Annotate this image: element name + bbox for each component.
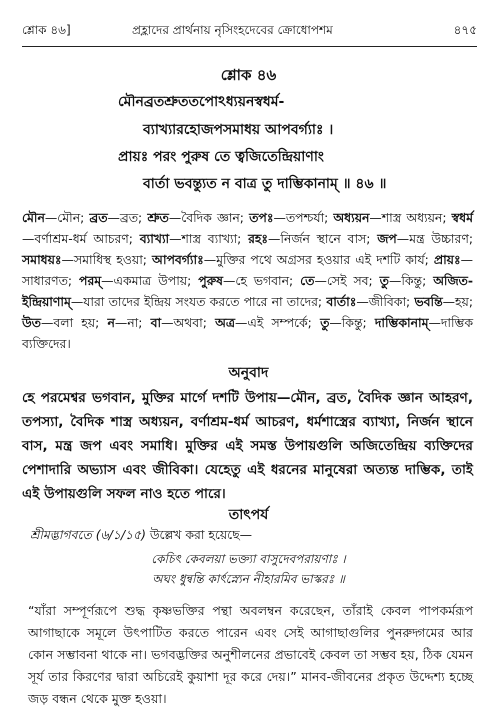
synonym-meaning: মুক্তির পথে অগ্রসর হওয়ার এই দশটি কার্য; bbox=[216, 252, 434, 267]
translation-heading: অনুবাদ bbox=[228, 365, 269, 381]
verse-title: শ্লোক ৪৬ bbox=[220, 66, 277, 84]
verse-line: প্রায়ঃ পরং পুরুষ তে ত্বজিতেন্দ্রিয়াণাং bbox=[118, 149, 324, 165]
verse-line: বার্তা ভবন্ত্যুত ন বাত্র তু দাম্ভিকানাম্ ॥ ৪৬ ॥ bbox=[143, 176, 387, 192]
synonym-meaning: সাধারণত; bbox=[22, 273, 80, 288]
quoted-verse-line: অঘং ধুন্বন্তি কার্ৎস্ন্যেন নীহারমিব ভাস্করঃ ॥ bbox=[152, 572, 345, 586]
synonym-word: উত bbox=[22, 315, 41, 330]
purport-intro-text: উল্লেখ করা হয়েছে— bbox=[145, 527, 253, 542]
synonym-meaning: সমাধিস্থ হওয়া; bbox=[73, 252, 152, 267]
synonym-word: ভবন্তি bbox=[414, 294, 443, 309]
synonym-word: ব্যাখ্যা bbox=[139, 231, 170, 246]
purport-paragraph: “যাঁরা সম্পূর্ণরূপে শুদ্ধ কৃষ্ণভক্তির পন্থা অবলম্বন করেছেন, তাঁরাই কেবল পাপকর্মরূপ আগাছাকে সমূলে উৎপাটিত করতে পারেন এবং সেই আগাছাগুলির পুনরুদ্গমের আর কোন সম্ভাবনা থাকে না। ভগবদ্ভক্তির অনুশীলনের প্রভাবেই কেবল তা সম্ভব হয়, ঠিক যেমন সূর্য তার কিরণের দ্বারা অচিরেই কুয়াশা দূর করে দেয়।” মানব-জীবনের প্রকৃত উদ্দেশ্য হচ্ছে জড় বন্ধন থেকে মুক্ত হওয়া। bbox=[28, 603, 473, 706]
verse-line: ব্যাখ্যারহোজপসমাধয় আপবর্গ্যাঃ । bbox=[143, 122, 334, 138]
synonym-meaning: মন্ত্র উচ্চারণ; bbox=[409, 231, 474, 246]
synonym-meaning: কিন্তু; bbox=[341, 315, 375, 330]
synonym-meaning: জীবিকা; bbox=[368, 294, 415, 309]
synonym-meaning: তপশ্চর্যা; bbox=[285, 210, 334, 225]
synonym-word: অজিত-ইন্দ্রিয়াণাম্ bbox=[22, 273, 473, 309]
synonym-word: প্রায়ঃ bbox=[433, 252, 461, 267]
synonym-word: মৌন bbox=[22, 210, 45, 225]
synonym-word: জপ bbox=[377, 231, 397, 246]
synonym-word: ন bbox=[107, 315, 115, 330]
synonym-word: তপঃ bbox=[249, 210, 274, 225]
synonym-meaning: যারা তাদের ইন্দ্রিয় সংযত করতে পারে না তাদের; bbox=[83, 294, 327, 309]
translation-text: হে পরমেশ্বর ভগবান, মুক্তির মার্গে দশটি উপায়—মৌন, ব্রত, বৈদিক জ্ঞান আহরণ, তপস্যা, বৈদিক শাস্ত্র অধ্যয়ন, বর্ণাশ্রম-ধর্ম আচরণ, ধর্মশাস্ত্রের ব্যাখ্যা, নির্জন স্থানে বাস, মন্ত্র জপ এবং সমাধি। মুক্তির এই সমস্ত উপায়গুলি অজিতেন্দ্রিয় ব্যক্তিদের পেশাদারি অভ্যাস এবং জীবিকা। যেহেতু এই ধরনের মানুষেরা অত্যন্ত দাম্ভিক, তাই এই উপায়গুলি সফল নাও হতে পারে। bbox=[22, 390, 473, 502]
synonym-meaning: সেই সব; bbox=[326, 273, 380, 288]
synonym-word: পরম্ bbox=[79, 273, 102, 288]
synonym-word: অধ্যয়ন bbox=[333, 210, 370, 225]
synonym-meaning: বলা হয়; bbox=[53, 315, 108, 330]
header-verse-ref: শ্লোক ৪৬] bbox=[22, 23, 71, 37]
header-chapter-title: প্রহ্লাদের প্রার্থনায় নৃসিংহদেবের ক্রোধোপশম bbox=[132, 23, 333, 37]
synonym-word: অত্র bbox=[215, 315, 236, 330]
verse-line: মৌনব্রতশ্রুততপোঽধ্যয়নস্বধর্ম- bbox=[118, 94, 285, 110]
synonym-meaning: হে ভগবান; bbox=[235, 273, 301, 288]
synonym-word: তু bbox=[379, 273, 389, 288]
running-header bbox=[22, 22, 477, 42]
synonym-meaning: বর্ণাশ্রম-ধর্ম আচরণ; bbox=[34, 231, 140, 246]
synonym-meaning: না; bbox=[127, 315, 151, 330]
synonym-meaning: মৌন; bbox=[57, 210, 90, 225]
synonym-word: তে bbox=[300, 273, 315, 288]
synonym-meaning: শাস্ত্র ব্যাখ্যা; bbox=[181, 231, 249, 246]
purport-intro bbox=[30, 527, 252, 547]
synonym-word: আপবর্গ্যাঃ bbox=[152, 252, 204, 267]
synonym-word: বা bbox=[150, 315, 162, 330]
quoted-verse-line: কেচিৎ কেবলয়া ভক্ত্যা বাসুদেবপরায়ণাঃ । bbox=[151, 552, 346, 566]
page-number: ৪৭৫ bbox=[453, 23, 477, 37]
synonym-word: তু bbox=[320, 315, 330, 330]
synonym-meaning: কিন্তু; bbox=[401, 273, 434, 288]
synonym-word: স্বধর্ম bbox=[451, 210, 473, 225]
synonym-word: বার্তাঃ bbox=[326, 294, 357, 309]
synonym-meaning: দাম্ভিক ব্যক্তিদের। bbox=[22, 315, 473, 351]
synonym-meaning: একমাত্র উপায়; bbox=[113, 273, 199, 288]
synonym-word: দাম্ভিকানাম্ bbox=[374, 315, 429, 330]
synonym-meaning: ব্রত; bbox=[119, 210, 148, 225]
purport-heading: তাৎপর্য bbox=[228, 507, 269, 523]
scripture-reference: শ্রীমদ্ভাগবতে (৬/১/১৫) bbox=[30, 527, 146, 542]
synonym-meaning: নির্জন স্থানে বাস; bbox=[280, 231, 378, 246]
synonym-word: শ্রুত bbox=[147, 210, 169, 225]
synonym-meaning: শাস্ত্র অধ্যয়ন; bbox=[381, 210, 452, 225]
synonym-word: পুরুষ bbox=[198, 273, 223, 288]
synonyms-paragraph: মৌন—মৌন; ব্রত—ব্রত; শ্রুত—বৈদিক জ্ঞান; তপঃ—তপশ্চর্যা; অধ্যয়ন—শাস্ত্র অধ্যয়ন; স্বধর্ম—বর্ণাশ্রম-ধর্ম আচরণ; ব্যাখ্যা—শাস্ত্র ব্যাখ্যা; রহঃ—নির্জন স্থানে বাস; জপ—মন্ত্র উচ্চারণ; সমাধয়ঃ—সমাধিস্থ হওয়া; আপবর্গ্যাঃ—মুক্তির পথে অগ্রসর হওয়ার এই দশটি কার্য; প্রায়ঃ—সাধারণত; পরম্—একমাত্র উপায়; পুরুষ—হে ভগবান; তে—সেই সব; তু—কিন্তু; অজিত-ইন্দ্রিয়াণাম্—যারা তাদের ইন্দ্রিয় সংযত করতে পারে না তাদের; বার্তাঃ—জীবিকা; ভবন্তি—হয়; উত—বলা হয়; ন—না; বা—অথবা; অত্র—এই সম্পর্কে; তু—কিন্তু; দাম্ভিকানাম্—দাম্ভিক ব্যক্তিদের। bbox=[22, 210, 474, 351]
synonym-meaning: বৈদিক জ্ঞান; bbox=[181, 210, 250, 225]
synonym-word: সমাধয়ঃ bbox=[22, 252, 62, 267]
synonym-meaning: এই সম্পর্কে; bbox=[247, 315, 321, 330]
header-divider bbox=[22, 46, 477, 47]
synonym-word: রহঃ bbox=[248, 231, 269, 246]
synonym-word: ব্রত bbox=[89, 210, 108, 225]
synonym-meaning: অথবা; bbox=[173, 315, 216, 330]
synonym-meaning: হয়; bbox=[455, 294, 473, 309]
